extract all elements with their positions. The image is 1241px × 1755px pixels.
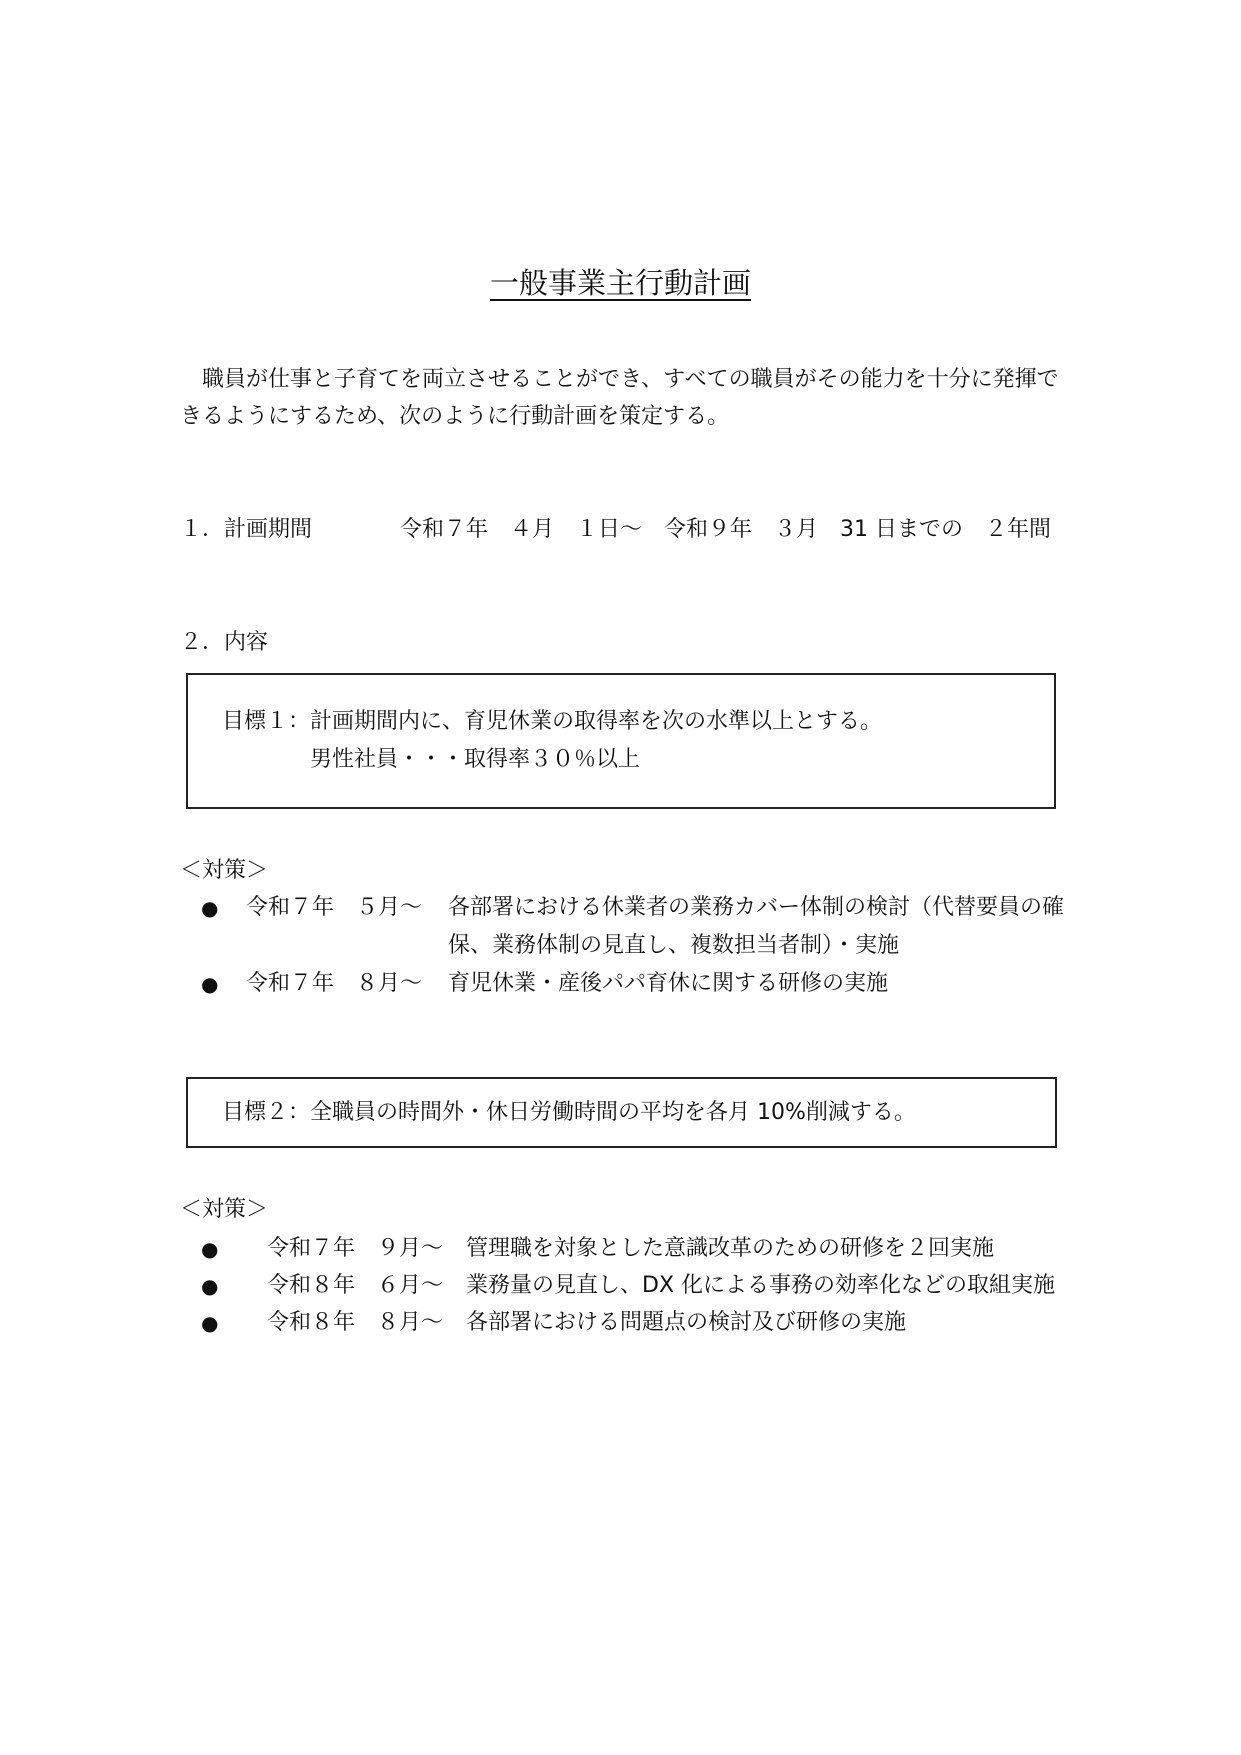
measure-date: 令和７年 ５月～ <box>246 895 423 920</box>
goal1-line-2: 男性社員・・・取得率３０％以上 <box>310 747 641 772</box>
bullet-icon: ● <box>201 972 219 996</box>
plan-period: 令和７年 ４月 １日～ 令和９年 ３月 31 日までの ２年間 <box>400 517 1051 542</box>
measure-text-line-1: 育児休業・産後パパ育休に関する研修の実施 <box>448 971 889 996</box>
goal1-measures-heading: ＜対策＞ <box>180 858 269 883</box>
section1-heading: １．計画期間 <box>180 517 313 542</box>
measure-text-line-2: 保、業務体制の見直し、複数担当者制）・実施 <box>448 933 900 958</box>
measure-text-line-1: 業務量の見直し、DX 化による事務の効率化などの取組実施 <box>466 1273 1056 1298</box>
bullet-icon: ● <box>201 1274 219 1298</box>
measure-date: 令和７年 ９月～ <box>267 1236 444 1261</box>
document-title <box>0 266 1241 300</box>
bullet-icon: ● <box>201 1237 219 1261</box>
goal2-measures-heading: ＜対策＞ <box>180 1197 269 1222</box>
document-title-text: 一般事業主行動計画 <box>489 266 751 300</box>
goal1-box <box>186 673 1056 809</box>
measure-text-line-1: 管理職を対象とした意識改革のための研修を２回実施 <box>466 1236 995 1261</box>
measure-text-line-1: 各部署における問題点の検討及び研修の実施 <box>466 1310 907 1335</box>
intro-line-1: 職員が仕事と子育てを両立させることができ、すべての職員がその能力を十分に発揮で <box>202 367 1059 392</box>
measure-date: 令和７年 ８月～ <box>246 971 423 996</box>
bullet-icon: ● <box>201 896 219 920</box>
bullet-icon: ● <box>201 1311 219 1335</box>
section2-heading: ２．内容 <box>180 630 269 655</box>
goal2-line-1: 目標２：全職員の時間外・休日労働時間の平均を各月 10%削減する。 <box>222 1100 916 1125</box>
goal1-line-1: 目標１：計画期間内に、育児休業の取得率を次の水準以上とする。 <box>222 709 883 734</box>
measure-date: 令和８年 ６月～ <box>267 1273 444 1298</box>
measure-text-line-1: 各部署における休業者の業務カバー体制の検討（代替要員の確 <box>448 895 1065 920</box>
measure-date: 令和８年 ８月～ <box>267 1310 444 1335</box>
intro-line-2: きるようにするため、次のように行動計画を策定する。 <box>180 404 730 429</box>
